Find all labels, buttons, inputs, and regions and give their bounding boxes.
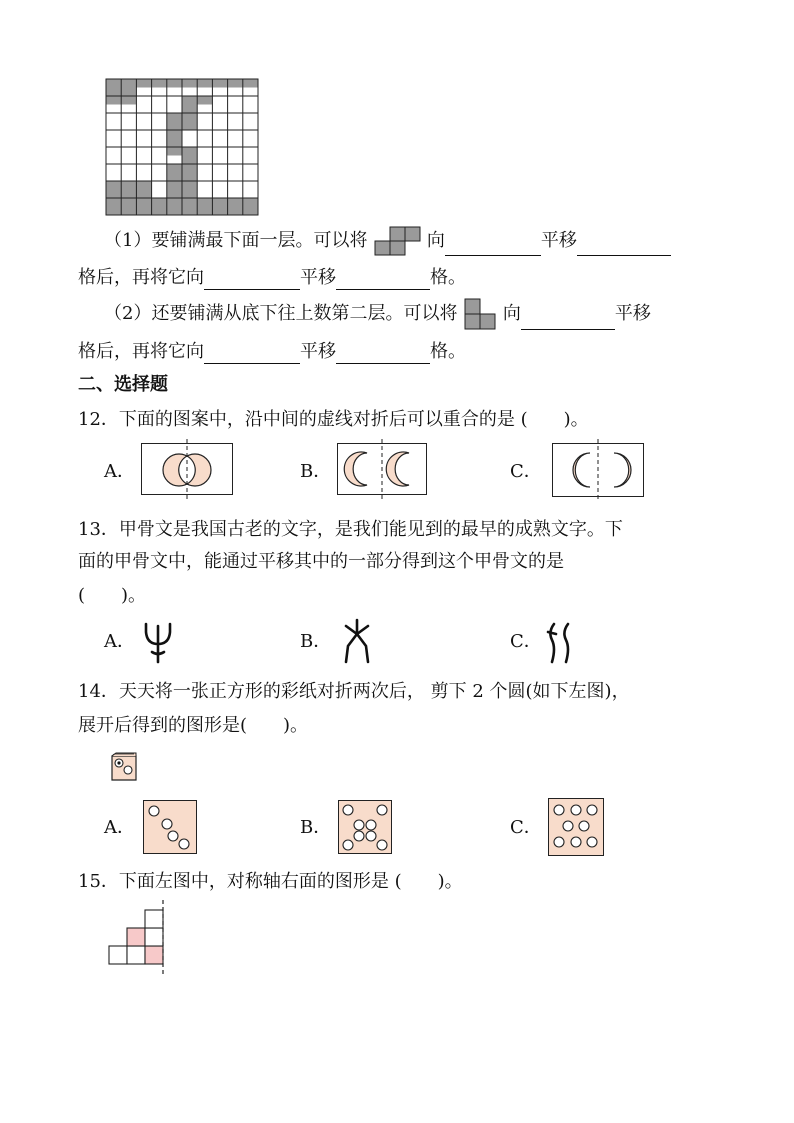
q11-part1-blank-steps[interactable]	[577, 235, 671, 256]
q11-part1-blank-steps2[interactable]	[336, 269, 430, 290]
q13-option-a-label[interactable]: A．	[104, 631, 135, 652]
q11-part2-move-label: 平移	[614, 303, 651, 324]
q12-option-c-label[interactable]: C．	[510, 461, 542, 482]
q12-question: 12．下面的图案中，沿中间的虚线对折后可以重合的是 ( )。	[78, 409, 589, 430]
l-tile-icon	[373, 226, 421, 256]
q12-option-a-label[interactable]: A．	[104, 461, 135, 482]
q12-option-b-label[interactable]: B．	[300, 461, 332, 482]
q13-option-c-glyph[interactable]	[546, 620, 576, 664]
q11-part2-blank-direction2[interactable]	[204, 343, 300, 364]
q11-part2-blank-direction[interactable]	[521, 309, 615, 330]
q15-staircase-figure	[108, 900, 168, 974]
q11-part1-prompt: （1）要铺满最下面一层。可以将	[104, 230, 368, 251]
q13-option-b-label[interactable]: B．	[300, 631, 332, 652]
q11-part2-line2-prompt: 格后，再将它向	[78, 341, 204, 362]
q11-part2-line2-move-label: 平移	[300, 341, 336, 362]
q14-option-b-label[interactable]: B．	[300, 817, 332, 838]
q13-option-a-glyph[interactable]	[142, 620, 174, 664]
q11-part1-blank-direction2[interactable]	[204, 269, 300, 290]
q14-option-a-label[interactable]: A．	[104, 817, 135, 838]
q11-part1-line2	[78, 266, 466, 290]
q12-option-c-figure[interactable]	[552, 443, 644, 497]
q15-question: 15．下面左图中，对称轴右面的图形是 ( )。	[78, 871, 463, 892]
tile-grid-figure	[106, 79, 258, 215]
q13-question-line2: 面的甲骨文中，能通过平移其中的一部分得到这个甲骨文的是	[78, 551, 564, 572]
q11-part1-blank-direction[interactable]	[445, 235, 541, 256]
q14-question-line2: 展开后得到的图形是( )。	[78, 715, 309, 736]
q11-part1-line2-prompt: 格后，再将它向	[78, 267, 204, 288]
folded-paper-figure	[110, 752, 138, 782]
q13-option-b-glyph[interactable]	[340, 618, 374, 664]
q11-part2-blank-steps2[interactable]	[336, 343, 430, 364]
q11-part1-line2-move-label: 平移	[300, 267, 336, 288]
q13-question-line3: ( )。	[78, 585, 147, 606]
q11-part2-line1	[104, 298, 651, 330]
q14-option-c-label[interactable]: C．	[510, 817, 542, 838]
q11-part2-line2-end: 格。	[430, 341, 466, 362]
q11-part2-prompt: （2）还要铺满从底下往上数第二层。可以将	[104, 303, 458, 324]
q12-option-b-figure[interactable]	[337, 443, 427, 495]
q14-question-line1: 14．天天将一张正方形的彩纸对折两次后， 剪下 2 个圆(如下左图)，	[78, 681, 630, 702]
q14-option-a-figure[interactable]	[143, 800, 197, 854]
q11-part1-line1	[104, 226, 671, 256]
q11-part1-dir-label: 向	[426, 230, 445, 251]
q14-option-b-figure[interactable]	[338, 800, 392, 854]
q11-part1-line2-end: 格。	[430, 267, 466, 288]
q11-part2-dir-label: 向	[502, 303, 521, 324]
section-title: 二、选择题	[78, 374, 168, 395]
q14-option-c-figure[interactable]	[548, 798, 604, 856]
q13-option-c-label[interactable]: C．	[510, 631, 542, 652]
q11-part1-move-label: 平移	[540, 230, 577, 251]
tall-tile-icon	[463, 298, 497, 330]
q11-part2-line2	[78, 340, 466, 364]
q12-option-a-figure[interactable]	[141, 443, 233, 495]
q13-question-line1: 13．甲骨文是我国古老的文字，是我们能见到的最早的成熟文字。下	[78, 519, 623, 540]
